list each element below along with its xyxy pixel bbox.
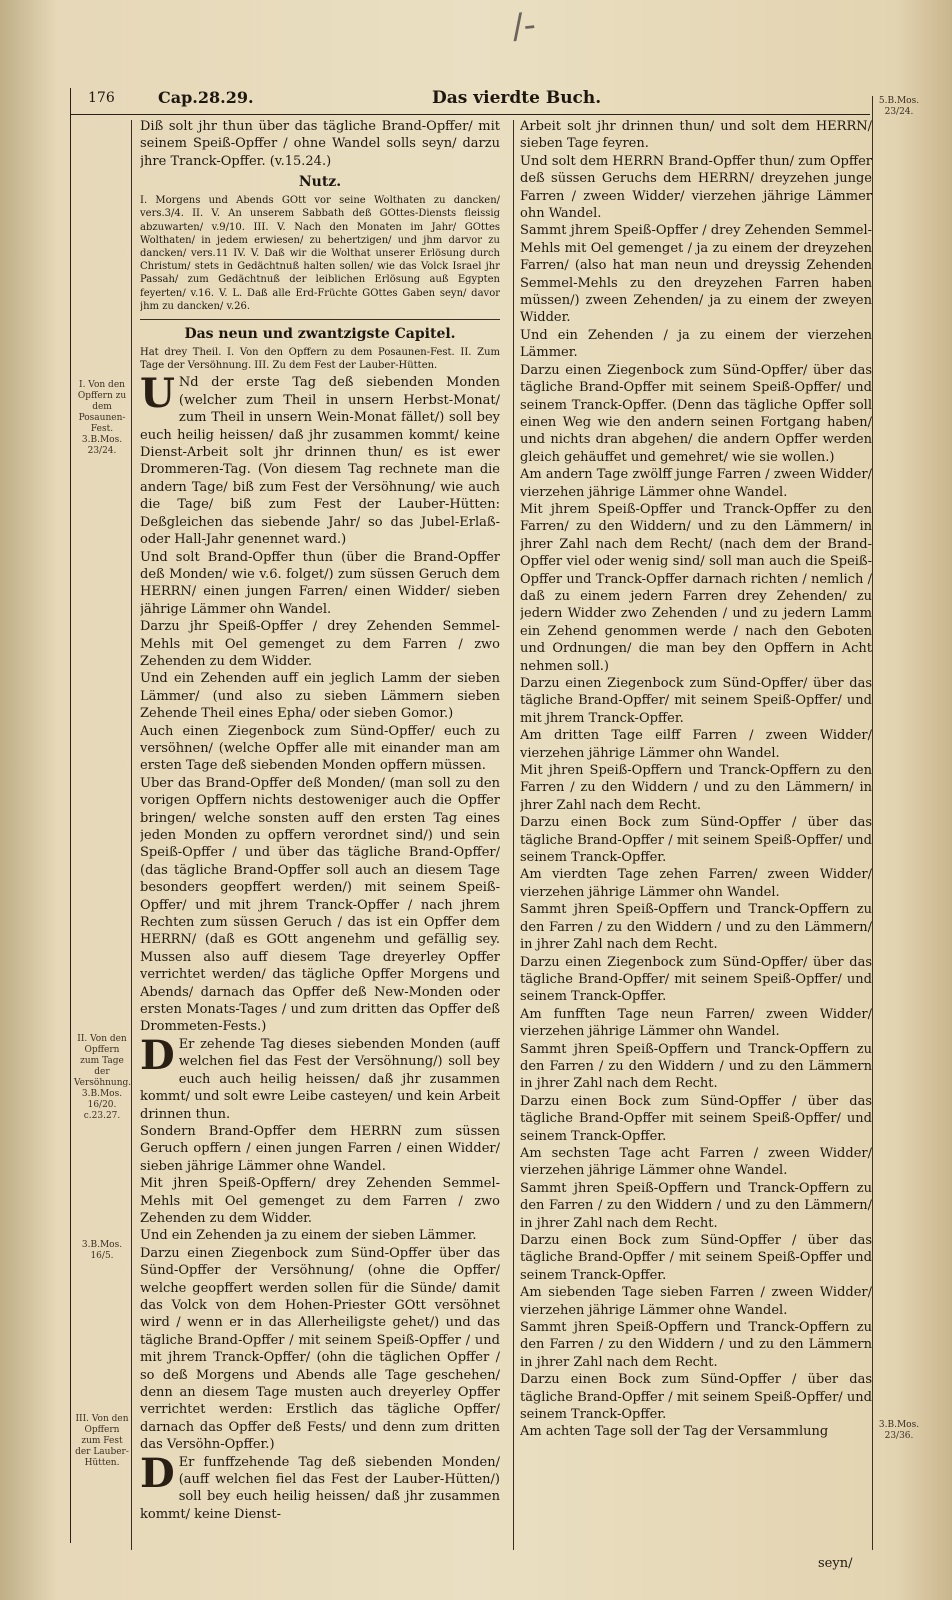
margin-note-ref: 3.B.Mos. 16/5. (81, 1240, 123, 1261)
column-rule-right (872, 96, 873, 1550)
verse-text: Am funfften Tage neun Farren/ zween Widder/ vierzehen jährige Lämmer ohn Wandel. (520, 1006, 872, 1040)
verse (520, 1041, 872, 1093)
verse (140, 670, 500, 722)
chapter-heading: Das neun und zwantzigste Capitel. (184, 326, 456, 343)
verse-text: Darzu jhr Speiß-Opffer / drey Zehenden Semmel-Mehls mit Oel gemenget zu dem Farren / zwo Zehenden zu dem Widder. (140, 619, 500, 669)
verse (520, 222, 872, 326)
page-number: 176 (88, 90, 115, 106)
verse-text: Und ein Zehenden auff ein jeglich Lamm der sieben Lämmer/ (und also zu sieben Lämmern sieben Zehende Theil eines Epha/ oder sieben Gomor.) (140, 671, 500, 722)
book-title: Das vierdte Buch. (432, 88, 602, 108)
verse (140, 775, 500, 1036)
verse (520, 466, 872, 501)
verse-text: Und solt dem HERRN Brand-Opffer thun/ zum Opffer deß süssen Geruchs dem HERRN/ dreyzehen junge Farren / zween Widder/ vierzehen jährige Lämmer ohn Wandel. (520, 153, 872, 222)
verse-text: Diß solt jhr thun über das tägliche Brand-Opffer/ mit seinem Speiß-Opffer / ohne Wandel solls seyn/ darzu jhre Tranck-Opffer. (v.15.24.) (140, 119, 500, 169)
right-column (520, 118, 872, 1441)
verse-text: Er zehende Tag dieses siebenden Monden (auff welchen fiel das Fest der Versöhnung/) soll bey euch auch heilig heissen/ daß jhr zusammen kommt/ und solt ewre Leibe casteyen/ und kein Arbeit drinnen thun. (140, 1036, 500, 1122)
verse (520, 501, 872, 675)
verse-text: Am andern Tage zwölff junge Farren / zween Widder/ vierzehen jährige Lämmer ohne Wandel. (520, 467, 872, 500)
drop-initial: D (140, 1031, 175, 1079)
verse-text: Sammt jhren Speiß-Opffern und Tranck-Opffern zu den Farren / zu den Widdern / und zu den Lämmern in jhrer Zahl nach dem Recht. (520, 1041, 872, 1092)
verse-text: Am sechsten Tage acht Farren / zween Widder/ vierzehen jährige Lämmer ohne Wandel. (520, 1145, 872, 1179)
verse (520, 1093, 872, 1145)
verse-text: Am vierdten Tage zehen Farren/ zween Widder/ vierzehen jährige Lämmer ohn Wandel. (520, 867, 872, 900)
verse (520, 814, 872, 866)
margin-note-part-3: III. Von den Opffern zum Fest der Lauber-Hütten. (75, 1414, 129, 1468)
verse (140, 370, 500, 548)
verse-text: Am achten Tage soll der Tag der Versammlung (520, 1424, 829, 1440)
verse (140, 723, 500, 775)
verse-text: Darzu einen Ziegenbock zum Sünd-Opffer/ über das tägliche Brand-Opffer/ mit seinem Speiß-Opffer/ und seinem Tranck-Opffer. (520, 954, 872, 1005)
verse-text: Darzu einen Ziegenbock zum Sünd-Opffer/ über das tägliche Brand-Opffer mit seinem Speiß-Opffer/ und seinem Tranck-Opffer. (Denn das tägliche Opffer soll einen Weg wie den andern seinen Fortgang haben/ und nichts dran abgehen/ die andern Opffer werden gleich gehäuffet und gemehret/ wie sie wollen.) (520, 362, 872, 465)
verse (140, 118, 500, 170)
verse-text: Und ein Zehenden / ja zu einem der vierzehen Lämmer. (520, 327, 872, 361)
verse (140, 1245, 500, 1454)
verse-text: Am siebenden Tage sieben Farren / zween Widder/ vierzehen jährige Lämmer ohne Wandel. (520, 1285, 872, 1318)
verse (520, 1284, 872, 1319)
verse-text: Nd der erste Tag deß siebenden Monden (welcher zum Theil in unsern Herbst-Monat/ zum Theil in unsern Wein-Monat fället/) soll bey euch heilig heissen/ daß jhr zusammen kommt/ keine Dienst-Arbeit solt jhr drinnen thun/ es ist ewer Drommeren-Tag. (Von diesem Tag rechnete man die andern Tage/ biß zum Fest der Versöhnung/ wie auch die Tage/ biß zum Fest der Lauber-Hütten: Deßgleichen das siebende Jahr/ so das Jubel-Erlaß- oder Hall-Jahr genennet ward.) (140, 375, 500, 548)
verse (140, 618, 500, 670)
verse (520, 1423, 872, 1440)
verse (140, 1449, 500, 1524)
verse (520, 954, 872, 1006)
verse (520, 866, 872, 901)
verse-text: Sammt jhren Speiß-Opffern und Tranck-Opffern zu den Farren / zu den Widdern / und zu den Lämmern/ in jhrer Zahl nach dem Recht. (520, 1180, 872, 1231)
section-divider (140, 319, 500, 320)
verse (520, 327, 872, 362)
column-rule-center (513, 120, 514, 1550)
verse (140, 1227, 500, 1244)
verse-text: Arbeit solt jhr drinnen thun/ und solt dem HERRN/ sieben Tage feyren. (520, 119, 872, 152)
verse (520, 362, 872, 466)
pen-mark: /- (509, 4, 538, 48)
verse-text: Darzu einen Ziegenbock zum Sünd-Opffer über das Sünd-Opffer der Versöhnung/ (ohne die Opffer/ welche geopffert werden sollen für die Sünde/ damit das Volck von dem Hohen-Priester GOtt versöhnet wird / wenn er in das Allerheiligste gehet/) und das tägliche Brand-Opffer / mit seinem Speiß-Opffer / und mit jhrem Tranck-Opffer/ (ohn die täglichen Opffer / so deß Morgens und Abends alle Tage geschehen/ denn an diesem Tage musten auch dreyerley Opffer verrichtet werden: Erstlich das tägliche Opffer/ darnach das Opffer deß Fests/ und denn zum dritten das Versöhn-Opffer.) (140, 1245, 500, 1453)
verse (520, 727, 872, 762)
verse-text: Mit jhren Speiß-Opffern und Tranck-Opffern zu den Farren / zu den Widdern / und zu den Lämmern/ in jhrer Zahl nach dem Recht. (520, 763, 872, 813)
verse-text: Und ein Zehenden ja zu einem der sieben Lämmer. (140, 1228, 477, 1244)
verse-text: Darzu einen Bock zum Sünd-Opffer / über das tägliche Brand-Opffer / mit seinem Speiß-Opffer und seinem Tranck-Opffer. (520, 1233, 872, 1283)
verse (520, 762, 872, 814)
verse-continuation (520, 118, 872, 153)
drop-initial: U (140, 370, 175, 418)
verse-text: Darzu einen Bock zum Sünd-Opffer / über das tägliche Brand-Opffer / mit seinem Speiß-Opffer/ und seinem Tranck-Opffer. (520, 1372, 872, 1423)
verse-text: Er funffzehende Tag deß siebenden Monden/ (auff welchen fiel das Fest der Lauber-Hütten/) soll bey euch heilig heissen/ daß jhr zusammen kommt/ keine Dienst- (140, 1454, 500, 1522)
verse-text: Sammt jhren Speiß-Opffern und Tranck-Opffern zu den Farren / zu den Widdern / und zu den Lämmern in jhrer Zahl nach dem Recht. (520, 1320, 872, 1370)
verse (520, 675, 872, 727)
verse (140, 1031, 500, 1123)
verse-text: Sondern Brand-Opffer dem HERRN zum süssen Geruch opffern / einen jungen Farren / einen Widder/ sieben jährige Lämmer ohne Wandel. (140, 1123, 500, 1174)
verse-text: Darzu einen Ziegenbock zum Sünd-Opffer/ über das tägliche Brand-Opffer/ mit seinem Speiß-Opffer/ und mit jhrem Tranck-Opffer. (520, 676, 872, 726)
verse (140, 549, 500, 619)
verse (140, 1123, 500, 1175)
running-header (70, 88, 870, 115)
nutz-heading: Nutz. (298, 174, 342, 191)
verse-text: Sammt jhren Speiß-Opffern und Tranck-Opffern zu den Farren / zu den Widdern / und zu den Lämmern/ in jhrer Zahl nach dem Recht. (520, 902, 872, 953)
verse-text: Uber das Brand-Opffer deß Monden/ (man soll zu den vorigen Opffern nichts destoweniger auch die Opffer bringen/ welche sonsten auff den ersten Tag eines jeden Monden zu opffern verordnet sind/) und sein Speiß-Opffer / und über das tägliche Brand-Opffer/ (das tägliche Brand-Opffer soll auch an diesem Tage besonders geopffert werden/) mit seinem Speiß-Opffer/ und mit jhrem Tranck-Opffer / nach jhrem Rechten zum süssen Geruch / das ist ein Opffer dem HERRN/ (daß es GOtt angenehm und gefällig sey. Mussen also auff diesem Tage dreyerley Opffer verrichtet werden/ das tägliche Opffer Morgens und Abends/ darnach das Opffer deß New-Monden oder ersten Monats-Tages / und zum dritten das Opffer deß Drommeten-Fests.) (140, 775, 500, 1035)
verse (520, 1232, 872, 1284)
chapter-ref: Cap.28.29. (158, 88, 254, 107)
verse (520, 1006, 872, 1041)
verse-text: Auch einen Ziegenbock zum Sünd-Opffer/ euch zu versöhnen/ (welche Opffer alle mit einander man am ersten Tage deß siebenden Monden opffern müssen. (140, 723, 500, 774)
margin-note-top-right: 5.B.Mos. 23/24. (878, 96, 920, 117)
verse-text: Mit jhrem Speiß-Opffer und Tranck-Opffer zu den Farren/ zu den Widdern/ und zu den Lämmern/ in jhrer Zahl nach dem Recht/ (nach dem der Brand-Opffer viel oder wenig sind/ soll man auch die Speiß-Opffer und Tranck-Opffer darnach richten / nemlich / daß zu einem jedern Farren drey Zehenden/ zu jedern Widder zwo Zehenden / und zu jedern Lamm ein Zehend genommen werde / nach den Geboten und Ordnungen/ die man bey den Opffern in Acht nehmen soll.) (520, 501, 872, 674)
verse-text: Sammt jhrem Speiß-Opffer / drey Zehenden Semmel-Mehls mit Oel gemenget / ja zu einem der dreyzehen Farren/ (also hat man neun und dreyssig Zehenden Semmel-Mehls zu den dreyzehen Farren haben müssen/) zween Zehenden/ ja zu einem der zweyen Widder. (520, 223, 872, 326)
verse (520, 1371, 872, 1423)
verse-text: Darzu einen Bock zum Sünd-Opffer / über das tägliche Brand-Opffer / mit seinem Speiß-Opffer/ und seinem Tranck-Opffer. (520, 815, 872, 866)
verse (140, 1175, 500, 1227)
margin-note-part-1: I. Von den Opffern zu dem Posaunen-Fest. 3.B.Mos. 23/24. (77, 380, 127, 456)
margin-note-bottom-right: 3.B.Mos. 23/36. (878, 1420, 920, 1441)
page-frame-left (70, 88, 71, 1543)
nutz-text: I. Morgens und Abends GOtt vor seine Wolthaten zu dancken/ vers.3/4. II. V. An unserem Sabbath deß GOttes-Diensts fleissig abzuwarten/ v.9/10. III. V. Nach den Monaten im Jahr/ GOttes Wolthaten/ in jedem erwiesen/ zu behertzigen/ und jhm darvor zu dancken/ vers.11 IV. V. Daß wir die Wolthat unserer Erlösung durch Christum/ stets in Gedächtnuß halten sollen/ wie das Volck Israel jhr Passah/ zum Gedächtnuß der leiblichen Erlösung auß Egypten feyerten/ v.16. V. L. Daß alle Erd-Früchte GOttes Gaben seyn/ davor jhm zu dancken/ v.26. (140, 195, 500, 312)
verse-text: Mit jhren Speiß-Opffern/ drey Zehenden Semmel-Mehls mit Oel gemenget zu dem Farren / zwo Zehenden zu dem Widder. (140, 1176, 500, 1226)
column-rule-left (131, 120, 132, 1550)
left-column (140, 118, 500, 1523)
verse-text: Am dritten Tage eilff Farren / zween Widder/ vierzehen jährige Lämmer ohn Wandel. (520, 728, 872, 761)
chapter-summary: Hat drey Theil. I. Von den Opffern zu dem Posaunen-Fest. II. Zum Tage der Versöhnung. III. Zu dem Fest der Lauber-Hütten. (140, 347, 500, 372)
verse (520, 153, 872, 223)
margin-note-part-2: II. Von den Opffern zum Tage der Versöhnung. 3.B.Mos. 16/20. c.23.27. (74, 1034, 132, 1121)
verse-text: Darzu einen Bock zum Sünd-Opffer / über das tägliche Brand-Opffer mit seinem Speiß-Opffer/ und seinem Tranck-Opffer. (520, 1093, 872, 1144)
verse-text: Und solt Brand-Opffer thun (über die Brand-Opffer deß Monden/ wie v.6. folget/) zum süssen Geruch dem HERRN/ einen jungen Farren/ einen Widder/ sieben jährige Lämmer ohn Wandel. (140, 549, 500, 617)
verse (520, 1180, 872, 1232)
verse (520, 1145, 872, 1180)
verse (520, 901, 872, 953)
catchword: seyn/ (818, 1556, 853, 1571)
drop-initial: D (140, 1449, 175, 1497)
verse (520, 1319, 872, 1371)
